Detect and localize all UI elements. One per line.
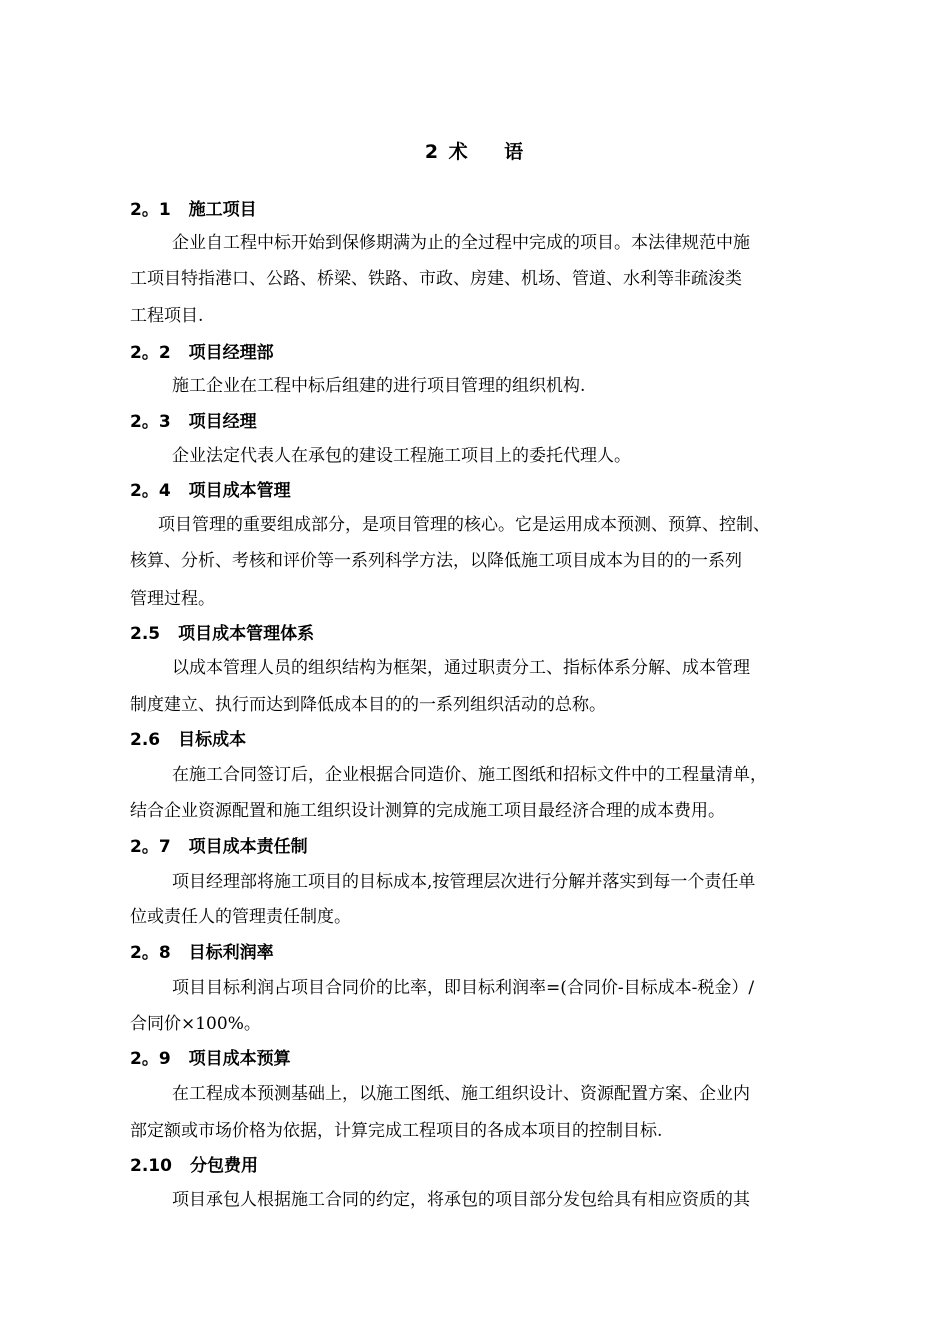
term-heading [130,728,246,752]
term-definition-line: 制度建立、执行而达到降低成本目的的一系列组织活动的总称。 [130,695,606,715]
term-definition-line: 工程项目. [130,306,204,326]
term-definition-line: 以成本管理人员的组织结构为框架，通过职责分工、指标体系分解、成本管理 [172,658,750,678]
section-title: 2 术 语 [424,141,526,163]
term-name: 项目成本预算 [188,1049,291,1069]
term-number: 2.6 [130,730,161,750]
term-definition-line: 项目目标利润占项目合同价的比率，即目标利润率=(合同价-目标成本-税金）/ [172,978,755,998]
term-heading [130,941,274,965]
term-name: 项目经理部 [188,343,274,363]
term-name: 项目成本管理 [188,481,291,501]
term-name: 目标利润率 [188,943,274,963]
term-number: 2。7 [130,837,171,857]
term-number: 2。4 [130,481,171,501]
term-number: 2。3 [130,412,171,432]
term-definition-line: 企业法定代表人在承包的建设工程施工项目上的委托代理人。 [172,446,631,466]
term-heading [130,622,314,646]
term-number: 2。1 [130,200,171,220]
term-heading [130,835,308,859]
term-definition-line: 在工程成本预测基础上，以施工图纸、施工组织设计、资源配置方案、企业内 [172,1084,750,1104]
term-heading [130,198,257,222]
term-heading [130,1154,258,1178]
term-definition-line: 项目承包人根据施工合同的约定，将承包的项目部分发包给具有相应资质的其 [172,1190,750,1210]
term-number: 2.5 [130,624,161,644]
term-definition-line: 核算、分析、考核和评价等一系列科学方法，以降低施工项目成本为目的的一系列 [130,551,742,571]
term-definition-line: 项目管理的重要组成部分，是项目管理的核心。它是运用成本预测、预算、控制、 [158,515,770,535]
term-definition-line: 管理过程。 [130,589,215,609]
term-definition-line: 位或责任人的管理责任制度。 [130,907,351,927]
term-definition-line: 项目经理部将施工项目的目标成本,按管理层次进行分解并落实到每一个责任单 [172,872,756,892]
term-name: 分包费用 [189,1156,258,1176]
term-name: 项目成本责任制 [188,837,308,857]
term-name: 项目经理 [188,412,257,432]
term-definition-line: 在施工合同签订后，企业根据合同造价、施工图纸和招标文件中的工程量清单， [172,765,767,785]
term-name: 目标成本 [178,730,247,750]
term-number: 2。2 [130,343,171,363]
term-definition-line: 工项目特指港口、公路、桥梁、铁路、市政、房建、机场、管道、水利等非疏浚类 [130,269,742,289]
term-definition-line: 施工企业在工程中标后组建的进行项目管理的组织机构. [172,376,586,396]
term-heading [130,341,274,365]
term-definition-line: 合同价×100%。 [130,1014,261,1034]
term-definition-line: 企业自工程中标开始到保修期满为止的全过程中完成的项目。本法律规范中施 [172,233,750,253]
term-heading [130,410,257,434]
term-definition-line: 结合企业资源配置和施工组织设计测算的完成施工项目最经济合理的成本费用。 [130,801,725,821]
term-number: 2.10 [130,1156,172,1176]
term-number: 2。8 [130,943,171,963]
term-number: 2。9 [130,1049,171,1069]
term-name: 施工项目 [188,200,257,220]
term-definition-line: 部定额或市场价格为依据，计算完成工程项目的各成本项目的控制目标. [130,1121,663,1141]
term-heading [130,479,291,503]
term-heading [130,1047,291,1071]
term-name: 项目成本管理体系 [178,624,315,644]
